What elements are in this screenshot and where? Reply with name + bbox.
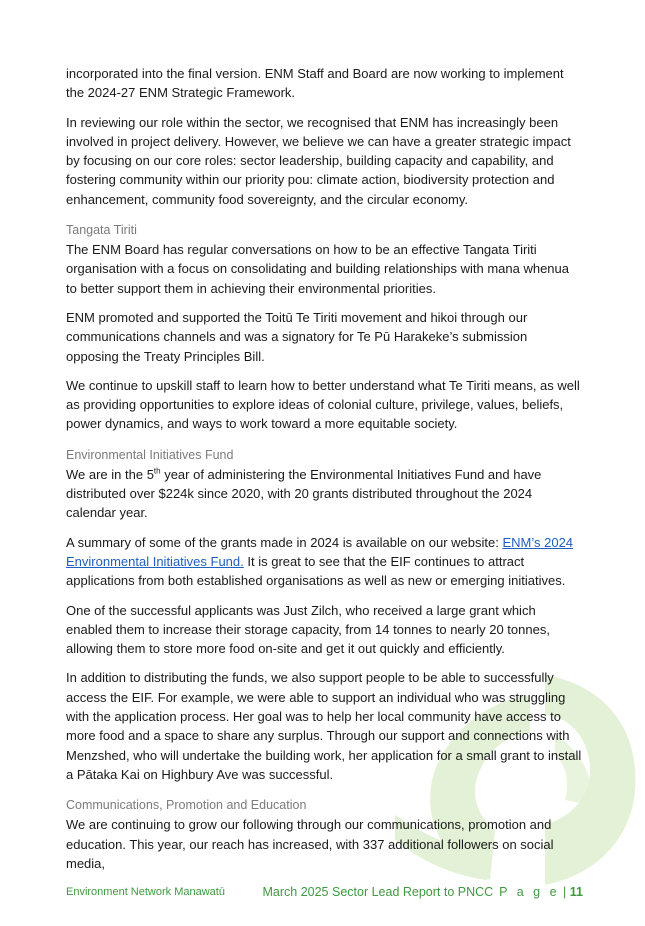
footer-org-name: Environment Network Manawatū (66, 886, 225, 898)
paragraph-just-zilch: One of the successful applicants was Just Zilch, who received a large grant which enabled them to increase their storage capacity, from 14 tonnes to nearly 20 tonnes, allowing them to store more food on-site and get it out quickly and efficiently. (66, 602, 550, 657)
paragraph-communications: We are continuing to grow our following through our communications, promotion and education. This year, our reach has increased, with 337 additional followers on social media, (66, 817, 554, 871)
heading-tangata-tiriti: Tangata Tiriti (66, 223, 137, 238)
paragraph-toitu-te-tiriti: ENM promoted and supported the Toitū Te Tiriti movement and hikoi through our communications channels and was a signatory for Te Pū Harakeke’s submission opposing the Treaty Principles Bill. (66, 309, 528, 364)
paragraph-upskill-staff: We continue to upskill staff to learn how to better understand what Te Tiriti means, as well as providing opportunities to explore ideas of colonial culture, privilege, values, beliefs, power dynamics, and ways to work toward a more equitable society. (66, 377, 580, 432)
paragraph-board-conversations: The ENM Board has regular conversations on how to be an effective Tangata Tiriti organisation with a focus on consolidating and building relationships with mana whenua to better support them in achieving their environmental priorities. (66, 242, 569, 296)
document-body (66, 64, 583, 883)
eif-year-text-a: We are in the 5 (66, 466, 154, 482)
heading-communications: Communications, Promotion and Education (66, 798, 307, 813)
footer-page-info (263, 885, 584, 899)
eif-summary-text-b: It is great to see that the EIF continues to attract applications from both established organisations as well as new or emerging initiatives. (66, 553, 566, 589)
paragraph-eif-support: In addition to distributing the funds, we also support people to be able to successfully access the EIF. For example, we were able to support an individual who was struggling with the application process. Her goal was to help her local community have access to more food and a space to share any surplus. Through our support and connections with Menzshed, who will undertake the building work, her application for a small grant to install a Pātaka Kai on Highbury Ave was successful. (66, 670, 582, 782)
footer-page-label: P a g e (499, 885, 560, 899)
heading-eif: Environmental Initiatives Fund (66, 447, 234, 462)
footer-page-number: 11 (569, 885, 583, 899)
paragraph-eif-summary (66, 533, 583, 591)
footer-separator: | (563, 885, 567, 899)
footer-report-title: March 2025 Sector Lead Report to PNCC (262, 885, 494, 899)
eif-year-superscript: th (153, 466, 161, 476)
paragraph-role-review: In reviewing our role within the sector, we recognised that ENM has increasingly been involved in project delivery. However, we believe we can have a greater strategic impact by focusing on our core roles: sector leadership, building capacity and capability, and fostering community within our priority pou: climate action, biodiversity protection and enhancement, community food sovereignty, and the circular economy. (66, 114, 571, 207)
paragraph-strategic-framework: incorporated into the final version. ENM Staff and Board are now working to implement the 2024-27 ENM Strategic Framework. (66, 66, 564, 101)
eif-website-link[interactable]: ENM’s 2024 Environmental Initiatives Fund. (66, 534, 574, 569)
eif-summary-text-a: A summary of some of the grants made in 2024 is available on our website: (66, 534, 503, 550)
paragraph-eif-year (66, 465, 583, 523)
eif-year-text-b: year of administering the Environmental Initiatives Fund and have distributed over $224k since 2020, with 20 grants distributed throughout the 2024 calendar year. (66, 466, 542, 521)
